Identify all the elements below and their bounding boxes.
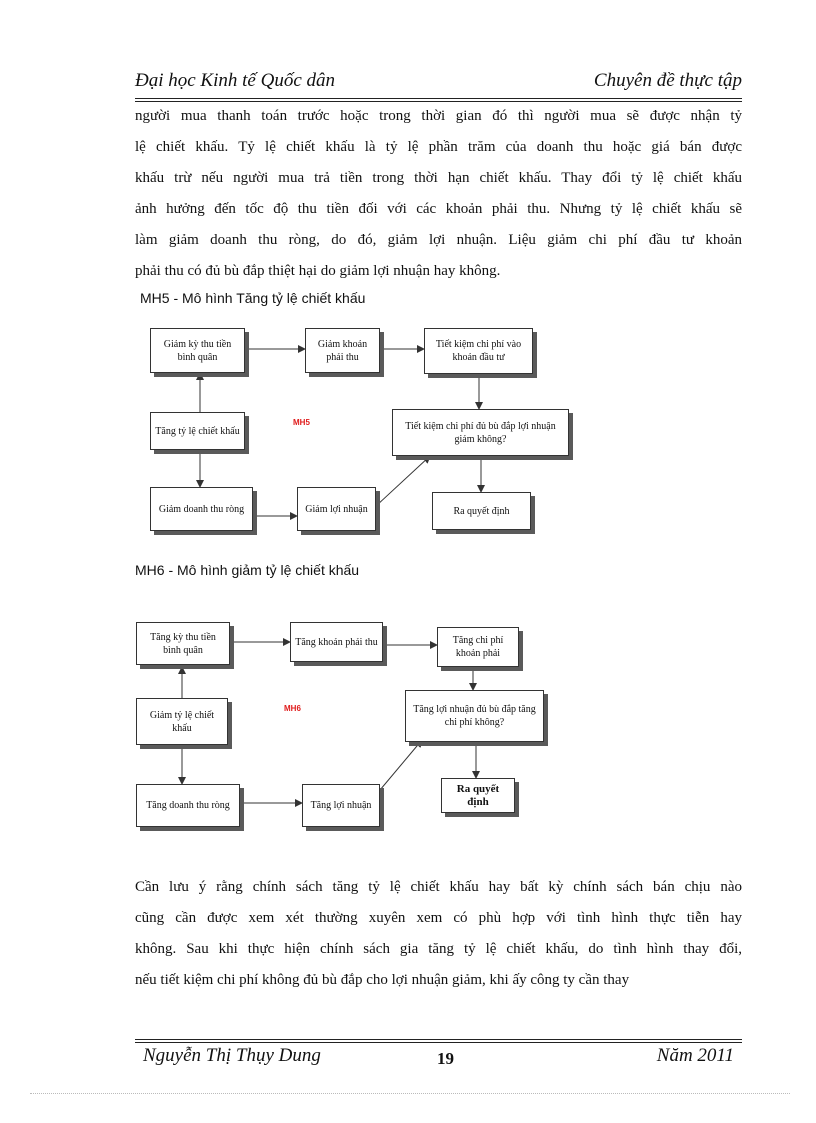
arrow bbox=[376, 456, 430, 506]
header-doc-type: Chuyên đề thực tập bbox=[593, 70, 742, 91]
footer-rule-2 bbox=[135, 1042, 742, 1043]
mh6-box-increase-receivables: Tăng khoản phải thu bbox=[290, 622, 383, 662]
mh5-box-reduce-collection-period: Giảm kỳ thu tiền bình quân bbox=[150, 328, 245, 373]
mh5-box-decision-question: Tiết kiệm chi phí đủ bù đắp lợi nhuận giảm không? bbox=[392, 409, 569, 456]
mh5-box-reduce-net-revenue: Giảm doanh thu ròng bbox=[150, 487, 253, 531]
paragraph-1 bbox=[135, 101, 742, 287]
mh5-caption: MH5 - Mô hình Tăng tỷ lệ chiết khấu bbox=[140, 290, 366, 306]
text-line: nếu tiết kiệm chi phí không đủ bù đắp cho lợi nhuận giảm, khi ấy công ty cần thay bbox=[135, 972, 630, 988]
page-edge-dotted bbox=[30, 1093, 790, 1094]
footer-year: Năm 2011 bbox=[656, 1045, 734, 1066]
mh6-box-increase-collection-period: Tăng kỳ thu tiền bình quân bbox=[136, 622, 230, 665]
mh6-box-increase-net-revenue: Tăng doanh thu ròng bbox=[136, 784, 240, 827]
text-line: phải thu có đủ bù đắp thiệt hại do giảm lợi nhuận hay không. bbox=[135, 263, 501, 279]
mh6-box-reduce-discount: Giảm tỷ lệ chiết khấu bbox=[136, 698, 228, 745]
header-university: Đại học Kinh tế Quốc dân bbox=[135, 70, 336, 91]
mh5-label: MH5 bbox=[293, 418, 310, 427]
footer-author: Nguyễn Thị Thụy Dung bbox=[143, 1045, 321, 1066]
arrow bbox=[380, 740, 422, 790]
header-rule bbox=[135, 98, 742, 99]
mh5-box-reduce-profit: Giảm lợi nhuận bbox=[297, 487, 376, 531]
mh6-box-increase-payables-cost: Tăng chi phí khoản phải bbox=[437, 627, 519, 667]
mh6-box-make-decision: Ra quyết định bbox=[441, 778, 515, 813]
text-line: người mua thanh toán trước hoặc trong thời gian đó thì người mua sẽ được nhận tỷ bbox=[135, 108, 742, 124]
page-number: 19 bbox=[437, 1049, 454, 1068]
text-line: cũng cần được xem xét thường xuyên xem có phù hợp với tình hình thực tiễn hay bbox=[135, 910, 742, 926]
footer-rule bbox=[135, 1039, 742, 1040]
text-line: không. Sau khi thực hiện chính sách gia tăng tỷ lệ chiết khấu, do tình hình thay đổi, bbox=[135, 941, 742, 957]
mh5-box-make-decision: Ra quyết định bbox=[432, 492, 531, 530]
mh5-box-reduce-receivables: Giảm khoản phải thu bbox=[305, 328, 380, 373]
text-line: ảnh hưởng đến tốc độ thu tiền đối với các khoản phải thu. Nhưng tỷ lệ chiết khấu sẽ bbox=[135, 201, 742, 217]
text-line: lệ chiết khấu. Tỷ lệ chiết khấu là tỷ lệ phần trăm của doanh thu hoặc giá bán được bbox=[135, 139, 742, 155]
text-line: làm giảm doanh thu ròng, do đó, giảm lợi nhuận. Liệu giảm chi phí đầu tư khoản bbox=[135, 232, 742, 248]
text-line: Cần lưu ý rằng chính sách tăng tỷ lệ chiết khấu hay bất kỳ chính sách bán chịu nào bbox=[135, 879, 742, 895]
mh6-box-increase-profit: Tăng lợi nhuận bbox=[302, 784, 380, 827]
mh5-box-increase-discount: Tăng tỷ lệ chiết khấu bbox=[150, 412, 245, 450]
page-header bbox=[135, 70, 742, 96]
text-line: khấu trừ nếu người mua trả tiền trong thời hạn chiết khấu. Thay đổi tỷ lệ chiết khấu bbox=[135, 170, 742, 186]
mh5-box-save-investment-cost: Tiết kiệm chi phí vào khoản đầu tư bbox=[424, 328, 533, 374]
mh6-box-decision-question: Tăng lợi nhuận đủ bù đắp tăng chi phí không? bbox=[405, 690, 544, 742]
mh6-label: MH6 bbox=[284, 704, 301, 713]
mh6-caption: MH6 - Mô hình giảm tỷ lệ chiết khấu bbox=[135, 562, 360, 578]
page-footer bbox=[135, 1045, 742, 1075]
paragraph-2 bbox=[135, 872, 742, 996]
